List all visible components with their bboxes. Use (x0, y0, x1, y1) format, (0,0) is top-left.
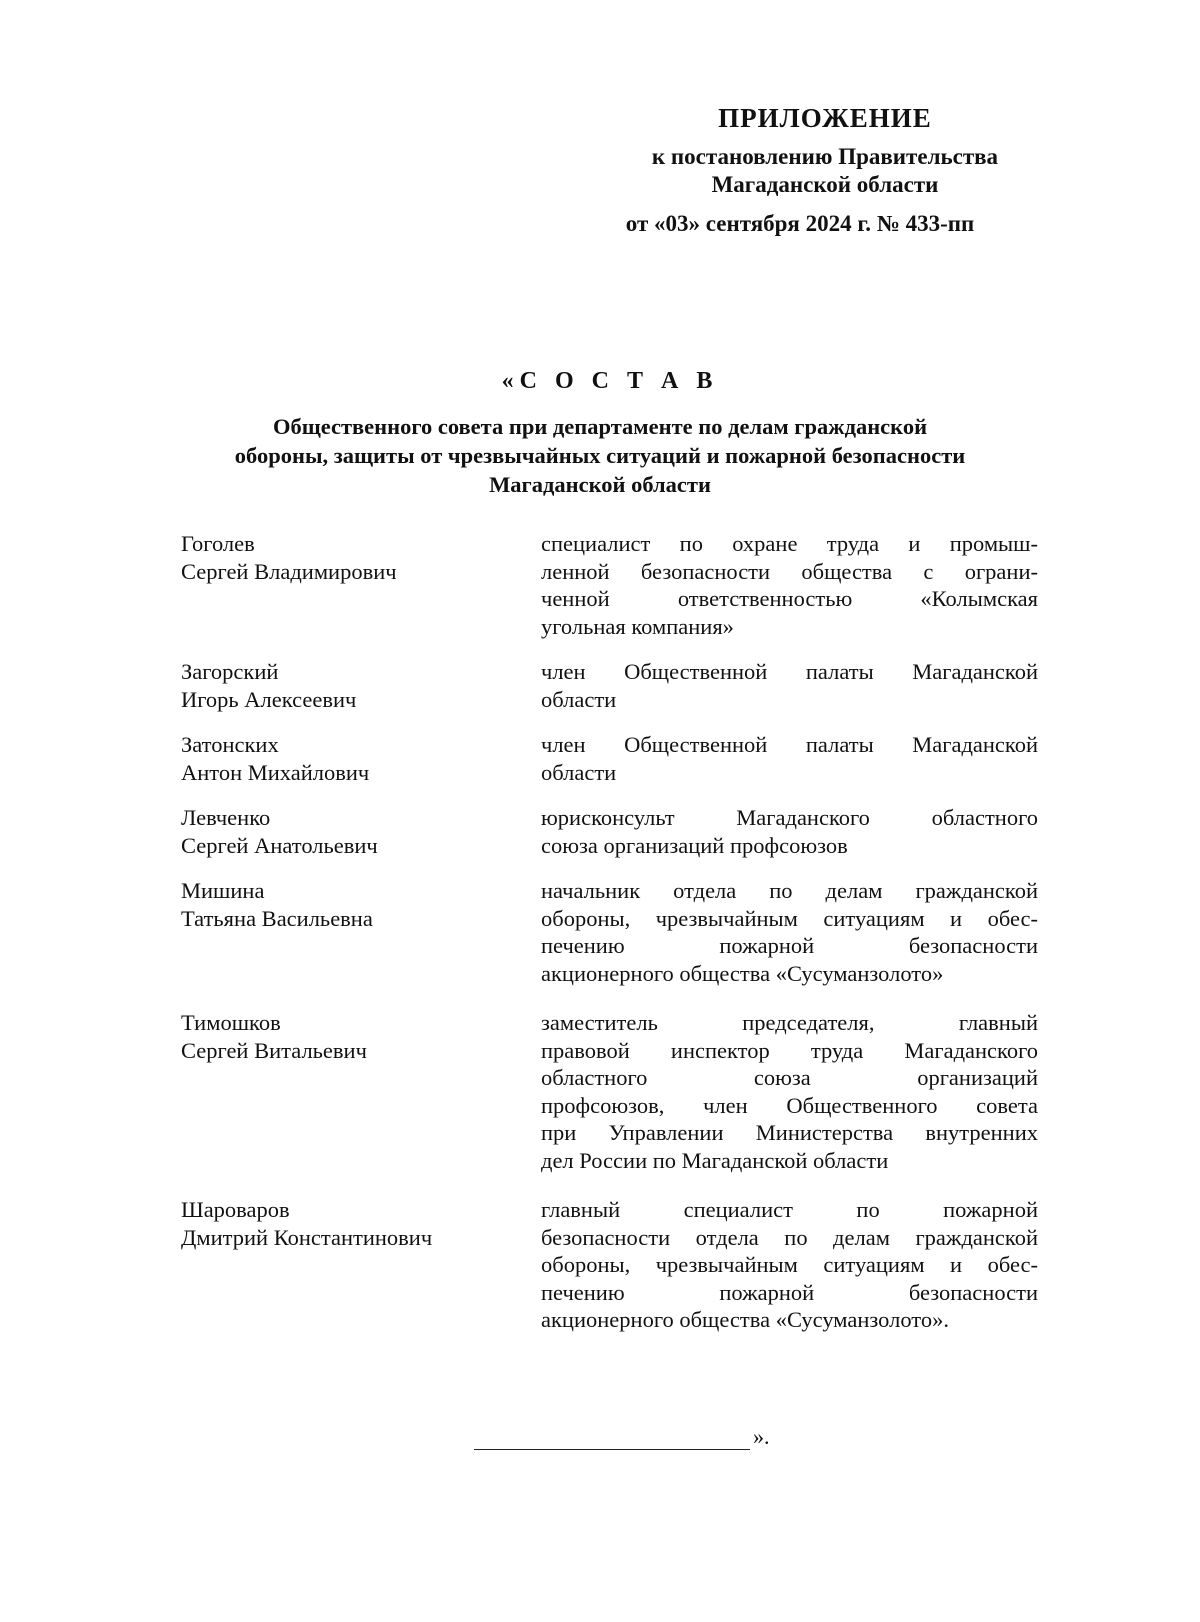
member-given-name: Сергей Владимирович (181, 558, 397, 584)
member-given-name: Антон Михайлович (181, 759, 370, 785)
member-name (181, 804, 541, 859)
closing-quote: ». (753, 1424, 770, 1449)
member-name (181, 658, 541, 713)
member-position-line: печению пожарной безопасности (541, 1279, 1038, 1305)
member-position-line: обороны, чрезвычайным ситуациям и обес- (541, 905, 1038, 931)
member-surname: Левченко (181, 805, 271, 830)
member-position-line: областного союза организаций (541, 1065, 1038, 1090)
member-surname: Мишина (181, 878, 265, 903)
member-position-line: ченной ответственностью «Колымская (541, 586, 1038, 611)
closing-rule (474, 1427, 750, 1450)
member-position-line: главный специалист по пожарной (541, 1197, 1038, 1222)
member-position (541, 1196, 1038, 1334)
annex-title: ПРИЛОЖЕНИЕ (718, 103, 932, 133)
member-position-line: области (541, 759, 617, 785)
annex-reference-line-1: к постановлению Правительства (651, 144, 999, 169)
member-name (181, 1196, 541, 1251)
member-position (541, 731, 1038, 786)
member-surname: Тимошков (181, 1010, 281, 1035)
subheading-line-2: обороны, защиты от чрезвычайных ситуаций и пожарной безопасности (234, 443, 966, 468)
member-given-name: Дмитрий Константинович (181, 1224, 433, 1250)
member-position-line: акционерного общества «Сусуманзолото». (541, 1307, 949, 1332)
member-position (541, 530, 1038, 640)
member-position-line: профсоюзов, член Общественного совета (541, 1092, 1038, 1118)
member-position-line: союза организаций профсоюзов (541, 832, 848, 858)
member-entry (181, 804, 1051, 859)
member-position-line: обороны, чрезвычайным ситуациям и обес- (541, 1252, 1038, 1277)
member-position-line: специалист по охране труда и промыш- (541, 531, 1038, 556)
member-position-line: области (541, 686, 617, 712)
member-surname: Шароваров (181, 1197, 290, 1222)
member-entry (181, 1009, 1051, 1174)
member-entry (181, 658, 1051, 713)
member-entry (181, 877, 1051, 987)
member-position-line: при Управлении Министерства внутренних (541, 1120, 1038, 1145)
annex-reference (590, 143, 1060, 199)
member-position (541, 1009, 1038, 1174)
member-surname: Гоголев (181, 531, 255, 556)
subheading-line-1: Общественного совета при департаменте по делам гражданской (272, 414, 928, 439)
member-given-name: Сергей Анатольевич (181, 832, 378, 858)
member-given-name: Сергей Витальевич (181, 1037, 367, 1063)
member-position-line: ленной безопасности общества с ограни- (541, 558, 1038, 584)
member-position-line: печению пожарной безопасности (541, 933, 1038, 958)
member-name (181, 731, 541, 786)
member-position-line: акционерного общества «Сусуманзолото» (541, 960, 944, 986)
annex-date: от «03» сентября 2024 г. № 433-пп (625, 211, 975, 236)
member-entry (181, 731, 1051, 786)
member-position (541, 658, 1038, 713)
closing-mark (474, 1424, 770, 1450)
member-position-line: член Общественной палаты Магаданской (541, 659, 1038, 684)
member-entry (181, 1196, 1051, 1334)
member-position-line: заместитель председателя, главный (541, 1010, 1038, 1035)
member-position-line: начальник отдела по делам гражданской (541, 878, 1038, 903)
subheading-line-3: Магаданской области (489, 472, 711, 497)
annex-reference-line-2: Магаданской области (711, 172, 939, 197)
member-entry (181, 530, 1051, 640)
member-position-line: угольная компания» (541, 613, 734, 639)
member-surname: Затонских (181, 732, 279, 757)
document-subheading (120, 412, 1080, 499)
member-position (541, 877, 1038, 987)
members-list (181, 530, 1051, 1334)
member-position (541, 804, 1038, 859)
document-heading: «С О С Т А В (501, 368, 719, 394)
member-name (181, 877, 541, 932)
member-name (181, 1009, 541, 1064)
member-position-line: дел России по Магаданской области (541, 1147, 889, 1173)
member-given-name: Игорь Алексеевич (181, 686, 357, 712)
member-position-line: безопасности отдела по делам гражданской (541, 1224, 1038, 1250)
member-position-line: юрисконсульт Магаданского областного (541, 805, 1038, 830)
member-position-line: правовой инспектор труда Магаданского (541, 1037, 1038, 1063)
member-given-name: Татьяна Васильевна (181, 905, 373, 931)
member-name (181, 530, 541, 585)
member-surname: Загорский (181, 659, 279, 684)
member-position-line: член Общественной палаты Магаданской (541, 732, 1038, 757)
